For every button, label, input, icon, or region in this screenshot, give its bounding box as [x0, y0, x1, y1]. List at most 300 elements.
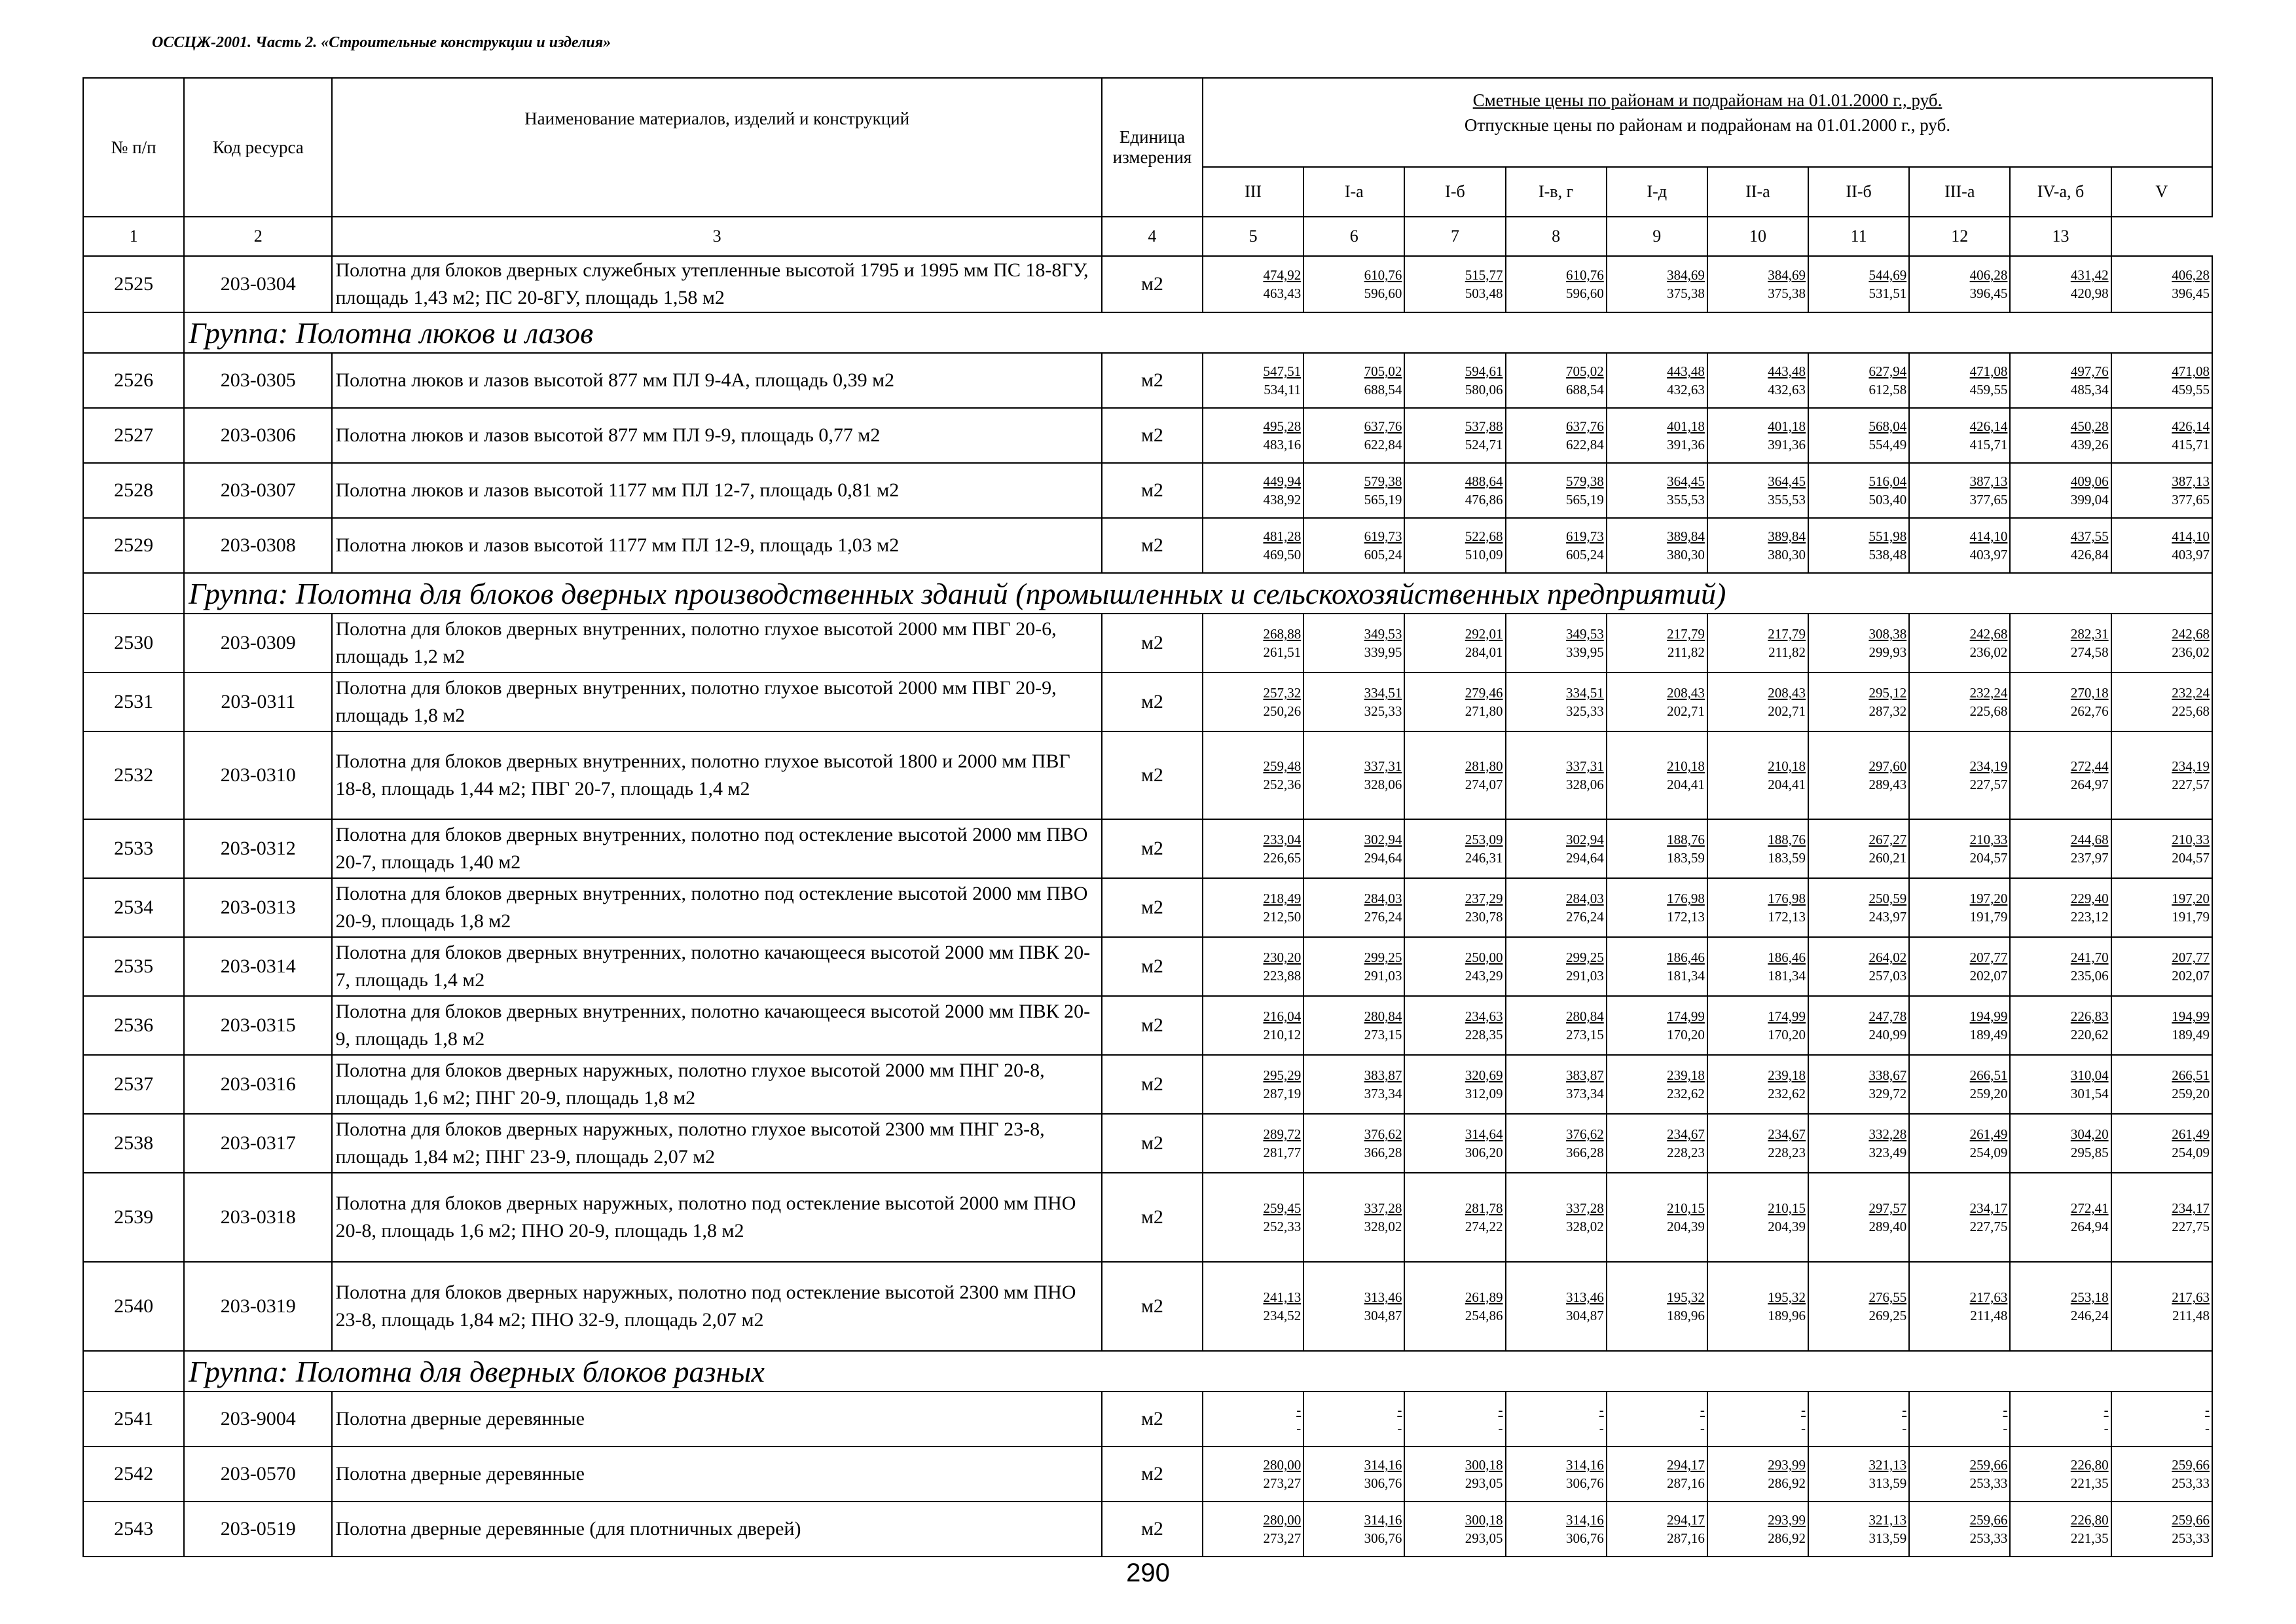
release-price: 202,71 — [1667, 703, 1705, 719]
price-cell — [1303, 937, 1404, 996]
release-price: 284,01 — [1465, 644, 1503, 660]
material-name: Полотна люков и лазов высотой 877 мм ПЛ 9-9, площадь 0,77 м2 — [332, 408, 1101, 463]
price-cell — [1707, 1447, 1808, 1502]
price-cell — [1607, 518, 1707, 573]
estimate-price: 210,15 — [1768, 1200, 1806, 1216]
price-cell — [1506, 1447, 1607, 1502]
material-name: Полотна люков и лазов высотой 1177 мм ПЛ 12-7, площадь 0,81 м2 — [332, 463, 1101, 518]
estimate-price: 186,46 — [1768, 950, 1806, 965]
estimate-price: 266,51 — [1969, 1067, 2008, 1083]
price-cell — [2111, 1055, 2212, 1114]
header-column-number: 12 — [1909, 217, 2010, 256]
price-cell — [1303, 614, 1404, 673]
estimate-price: 210,18 — [1768, 758, 1806, 774]
price-cell — [1607, 1055, 1707, 1114]
price-cell — [1808, 256, 1909, 312]
release-price: 426,84 — [2070, 547, 2109, 563]
price-cell — [1506, 673, 1607, 731]
unit-of-measure: м2 — [1102, 996, 1203, 1055]
price-cell — [1808, 1055, 1909, 1114]
price-cell — [1303, 463, 1404, 518]
estimate-price: 261,89 — [1465, 1289, 1503, 1305]
group-title: Группа: Полотна для дверных блоков разных — [184, 1351, 2212, 1392]
release-price: 271,80 — [1465, 703, 1503, 719]
price-cell — [1506, 731, 1607, 819]
price-cell — [2010, 996, 2111, 1055]
price-cell — [1506, 1262, 1607, 1351]
estimate-price: 232,24 — [1969, 685, 2008, 701]
estimate-price: - — [2205, 1402, 2210, 1418]
release-price: 211,82 — [1667, 644, 1705, 660]
estimate-price: 210,18 — [1667, 758, 1705, 774]
resource-code: 203-0570 — [184, 1447, 332, 1502]
unit-of-measure: м2 — [1102, 1173, 1203, 1262]
group-spacer-cell — [83, 573, 184, 614]
price-cell — [1303, 673, 1404, 731]
release-price: 264,97 — [2070, 777, 2109, 792]
release-price: 236,02 — [1969, 644, 2008, 660]
estimate-price: 208,43 — [1667, 685, 1705, 701]
release-price: 252,36 — [1263, 777, 1302, 792]
release-price: 287,32 — [1868, 703, 1907, 719]
resource-code: 203-0305 — [184, 353, 332, 408]
price-cell — [2111, 878, 2212, 937]
price-cell — [1303, 878, 1404, 937]
estimate-price: 226,80 — [2070, 1512, 2109, 1528]
price-cell — [1707, 614, 1808, 673]
release-price: 228,23 — [1667, 1145, 1705, 1160]
release-price: 306,20 — [1465, 1145, 1503, 1160]
price-cell — [2010, 614, 2111, 673]
release-price: 328,02 — [1364, 1219, 1402, 1234]
release-price: 227,75 — [2172, 1219, 2210, 1234]
price-cell — [1404, 353, 1505, 408]
table-row — [83, 937, 2212, 996]
material-name: Полотна для блоков дверных служебных утепленные высотой 1795 и 1995 мм ПС 18-8ГУ, площадь 1,43 м2; ПС 20-8ГУ, площадь 1,58 м2 — [332, 256, 1101, 312]
price-cell — [1404, 1114, 1505, 1173]
price-cell — [2010, 256, 2111, 312]
release-price: 605,24 — [1364, 547, 1402, 563]
price-cell — [1404, 673, 1505, 731]
estimate-price: 302,94 — [1565, 832, 1604, 847]
estimate-price: 522,68 — [1465, 528, 1503, 544]
price-cell — [1203, 518, 1303, 573]
price-cell — [1707, 673, 1808, 731]
price-cell — [1909, 614, 2010, 673]
estimate-price: 176,98 — [1667, 891, 1705, 906]
price-cell — [1707, 518, 1808, 573]
unit-of-measure: м2 — [1102, 878, 1203, 937]
estimate-price: 174,99 — [1667, 1008, 1705, 1024]
header-region: I-д — [1607, 167, 1707, 217]
material-name: Полотна для блоков дверных внутренних, полотно качающееся высотой 2000 мм ПВК 20-9, площадь 1,8 м2 — [332, 996, 1101, 1055]
row-number: 2528 — [83, 463, 184, 518]
estimate-price: 244,68 — [2070, 832, 2109, 847]
release-price: 396,45 — [1969, 286, 2008, 301]
estimate-price: 299,25 — [1565, 950, 1604, 965]
estimate-price: 218,49 — [1263, 891, 1302, 906]
release-price: 227,57 — [2172, 777, 2210, 792]
release-price: 259,20 — [1969, 1086, 2008, 1101]
release-price: 403,97 — [1969, 547, 2008, 563]
resource-code: 203-0519 — [184, 1502, 332, 1557]
header-column-number: 8 — [1506, 217, 1607, 256]
estimate-price: 401,18 — [1768, 418, 1806, 434]
table-row — [83, 256, 2212, 312]
estimate-price: 705,02 — [1565, 363, 1604, 379]
price-cell — [1808, 996, 1909, 1055]
price-cell — [2010, 819, 2111, 878]
price-cell — [1808, 1173, 1909, 1262]
release-price: 366,28 — [1364, 1145, 1402, 1160]
estimate-price: 250,00 — [1465, 950, 1503, 965]
price-cell — [1506, 518, 1607, 573]
table-row — [83, 731, 2212, 819]
release-price: 391,36 — [1768, 437, 1806, 452]
price-cell — [2111, 1173, 2212, 1262]
price-cell — [1707, 353, 1808, 408]
group-row — [83, 1351, 2212, 1392]
row-number: 2536 — [83, 996, 184, 1055]
estimate-price: 338,67 — [1868, 1067, 1907, 1083]
material-name: Полотна люков и лазов высотой 1177 мм ПЛ 12-9, площадь 1,03 м2 — [332, 518, 1101, 573]
price-cell — [1607, 1447, 1707, 1502]
release-price: 204,57 — [2172, 850, 2210, 866]
estimate-price: 437,55 — [2070, 528, 2109, 544]
price-cell — [1808, 731, 1909, 819]
release-price: 254,86 — [1465, 1308, 1503, 1323]
estimate-price: 217,79 — [1768, 626, 1806, 642]
release-price: 274,22 — [1465, 1219, 1503, 1234]
estimate-price: 259,66 — [2172, 1457, 2210, 1473]
release-price: 211,48 — [1970, 1308, 2008, 1323]
estimate-price: 313,46 — [1364, 1289, 1402, 1305]
estimate-price: 384,69 — [1768, 267, 1806, 283]
release-price: 189,49 — [2172, 1027, 2210, 1043]
estimate-price: 293,99 — [1768, 1457, 1806, 1473]
release-price: 181,34 — [1768, 968, 1806, 984]
release-price: 237,97 — [2070, 850, 2109, 866]
estimate-price: 389,84 — [1768, 528, 1806, 544]
release-price: 293,05 — [1465, 1530, 1503, 1546]
release-price: 565,19 — [1565, 492, 1604, 507]
estimate-price: 234,67 — [1768, 1126, 1806, 1142]
resource-code: 203-0309 — [184, 614, 332, 673]
unit-of-measure: м2 — [1102, 518, 1203, 573]
release-price: 227,57 — [1969, 777, 2008, 792]
price-cell — [2010, 937, 2111, 996]
price-cell — [1203, 673, 1303, 731]
estimate-price: - — [1498, 1402, 1503, 1418]
table-row — [83, 1262, 2212, 1351]
price-cell — [1808, 353, 1909, 408]
estimate-price: 194,99 — [2172, 1008, 2210, 1024]
row-number: 2540 — [83, 1262, 184, 1351]
unit-of-measure: м2 — [1102, 819, 1203, 878]
release-price: 230,78 — [1465, 909, 1503, 925]
release-price: 286,92 — [1768, 1475, 1806, 1491]
release-price: 269,25 — [1868, 1308, 1907, 1323]
price-cell — [1506, 256, 1607, 312]
release-price: 281,77 — [1263, 1145, 1302, 1160]
material-name: Полотна для блоков дверных наружных, полотно глухое высотой 2000 мм ПНГ 20-8, площадь 1,6 м2; ПНГ 20-9, площадь 1,8 м2 — [332, 1055, 1101, 1114]
header-code: Код ресурса — [184, 78, 332, 217]
estimate-price: 314,16 — [1565, 1512, 1604, 1528]
price-cell — [1707, 937, 1808, 996]
release-price: 273,15 — [1364, 1027, 1402, 1043]
price-cell — [1909, 1262, 2010, 1351]
estimate-price: 619,73 — [1565, 528, 1604, 544]
release-price: 503,40 — [1868, 492, 1907, 507]
release-price: 246,31 — [1465, 850, 1503, 866]
header-column-number: 3 — [332, 217, 1101, 256]
price-cell — [1303, 518, 1404, 573]
estimate-price: 208,43 — [1768, 685, 1806, 701]
material-name: Полотна для блоков дверных наружных, полотно под остекление высотой 2300 мм ПНО 23-8, площадь 1,84 м2; ПНО 32-9, площадь 2,07 м2 — [332, 1262, 1101, 1351]
price-cell — [1707, 1055, 1808, 1114]
unit-of-measure: м2 — [1102, 408, 1203, 463]
estimate-price: 259,66 — [1969, 1457, 2008, 1473]
estimate-price: 376,62 — [1364, 1126, 1402, 1142]
price-cell — [2111, 408, 2212, 463]
table-row — [83, 518, 2212, 573]
release-price: 183,59 — [1768, 850, 1806, 866]
release-price: 391,36 — [1667, 437, 1705, 452]
price-cell — [1707, 731, 1808, 819]
price-cell — [1607, 1502, 1707, 1557]
price-cell — [2010, 353, 2111, 408]
estimate-price: 289,72 — [1263, 1126, 1302, 1142]
price-cell — [2111, 614, 2212, 673]
release-price: 355,53 — [1667, 492, 1705, 507]
estimate-price: 308,38 — [1868, 626, 1907, 642]
release-price: 339,95 — [1364, 644, 1402, 660]
estimate-price: 349,53 — [1565, 626, 1604, 642]
row-number: 2539 — [83, 1173, 184, 1262]
estimate-price: - — [2003, 1402, 2008, 1418]
header-price-title-estimate: Сметные цены по районам и подрайонам на 01.01.2000 г., руб. — [1472, 90, 1942, 110]
release-price: 538,48 — [1868, 547, 1907, 563]
header-column-number: 13 — [2010, 217, 2111, 256]
release-price: 403,97 — [2172, 547, 2210, 563]
release-price: 485,34 — [2070, 382, 2109, 397]
header-price-title-release: Отпускные цены по районам и подрайонам на 01.01.2000 г., руб. — [1464, 115, 1951, 135]
estimate-price: 314,16 — [1565, 1457, 1604, 1473]
price-cell — [1909, 1392, 2010, 1447]
estimate-price: 284,03 — [1565, 891, 1604, 906]
estimate-price: 229,40 — [2070, 891, 2109, 906]
release-price: 273,27 — [1263, 1530, 1302, 1546]
release-price: 438,92 — [1263, 492, 1302, 507]
price-cell — [1506, 878, 1607, 937]
header-column-number: 2 — [184, 217, 332, 256]
estimate-price: 304,20 — [2070, 1126, 2109, 1142]
material-name: Полотна для блоков дверных внутренних, полотно под остекление высотой 2000 мм ПВО 20-9, площадь 1,8 м2 — [332, 878, 1101, 937]
release-price: 191,79 — [2172, 909, 2210, 925]
price-cell — [1707, 1502, 1808, 1557]
header-column-number: 6 — [1303, 217, 1404, 256]
header-region: I-б — [1404, 167, 1505, 217]
header-region: I-а — [1303, 167, 1404, 217]
unit-of-measure: м2 — [1102, 614, 1203, 673]
release-price: - — [1498, 1420, 1503, 1436]
release-price: 210,12 — [1263, 1027, 1302, 1043]
release-price: 191,79 — [1969, 909, 2008, 925]
row-number: 2541 — [83, 1392, 184, 1447]
estimate-price: 233,04 — [1263, 832, 1302, 847]
release-price: - — [1801, 1420, 1806, 1436]
row-number: 2530 — [83, 614, 184, 673]
release-price: 225,68 — [2172, 703, 2210, 719]
price-cell — [1303, 353, 1404, 408]
price-cell — [2111, 996, 2212, 1055]
header-column-number: 1 — [83, 217, 184, 256]
price-cell — [1203, 996, 1303, 1055]
resource-code: 203-0307 — [184, 463, 332, 518]
resource-code: 203-0316 — [184, 1055, 332, 1114]
estimate-price: - — [1902, 1402, 1907, 1418]
estimate-price: 259,66 — [1969, 1512, 2008, 1528]
estimate-price: 239,18 — [1667, 1067, 1705, 1083]
estimate-price: 259,45 — [1263, 1200, 1302, 1216]
price-cell — [1203, 463, 1303, 518]
release-price: 432,63 — [1768, 382, 1806, 397]
price-cell — [2111, 463, 2212, 518]
estimate-price: 449,94 — [1263, 473, 1302, 489]
header-region: II-а — [1707, 167, 1808, 217]
estimate-price: 431,42 — [2070, 267, 2109, 283]
release-price: 232,62 — [1768, 1086, 1806, 1101]
release-price: 235,06 — [2070, 968, 2109, 984]
price-cell — [2010, 1262, 2111, 1351]
estimate-price: 314,16 — [1364, 1512, 1402, 1528]
price-cell — [1303, 996, 1404, 1055]
header-region: IV-а, б — [2010, 167, 2111, 217]
estimate-price: 406,28 — [1969, 267, 2008, 283]
resource-code: 203-0312 — [184, 819, 332, 878]
release-price: 396,45 — [2172, 286, 2210, 301]
price-cell — [1506, 1173, 1607, 1262]
material-name: Полотна дверные деревянные (для плотничных дверей) — [332, 1502, 1101, 1557]
release-price: 688,54 — [1565, 382, 1604, 397]
release-price: 211,48 — [2172, 1308, 2210, 1323]
estimate-price: 186,46 — [1667, 950, 1705, 965]
estimate-price: 389,84 — [1667, 528, 1705, 544]
release-price: 202,07 — [2172, 968, 2210, 984]
price-cell — [1909, 463, 2010, 518]
estimate-price: 313,46 — [1565, 1289, 1604, 1305]
price-cell — [1607, 1173, 1707, 1262]
estimate-price: 637,76 — [1364, 418, 1402, 434]
release-price: 306,76 — [1364, 1530, 1402, 1546]
estimate-price: 497,76 — [2070, 363, 2109, 379]
estimate-price: 281,80 — [1465, 758, 1503, 774]
release-price: 240,99 — [1868, 1027, 1907, 1043]
release-price: 306,76 — [1565, 1530, 1604, 1546]
price-cell — [1909, 518, 2010, 573]
release-price: 306,76 — [1364, 1475, 1402, 1491]
price-cell — [2111, 1262, 2212, 1351]
price-cell — [1808, 518, 1909, 573]
release-price: 291,03 — [1565, 968, 1604, 984]
row-number: 2542 — [83, 1447, 184, 1502]
release-price: 212,50 — [1263, 909, 1302, 925]
estimate-price: 383,87 — [1364, 1067, 1402, 1083]
price-cell — [1506, 819, 1607, 878]
price-cell — [1909, 878, 2010, 937]
resource-code: 203-0304 — [184, 256, 332, 312]
estimate-price: 488,64 — [1465, 473, 1503, 489]
price-cell — [1909, 1055, 2010, 1114]
header-name: Наименование материалов, изделий и конструкций — [332, 78, 1101, 217]
release-price: 439,26 — [2070, 437, 2109, 452]
price-cell — [1203, 819, 1303, 878]
material-name: Полотна люков и лазов высотой 877 мм ПЛ 9-4А, площадь 0,39 м2 — [332, 353, 1101, 408]
estimate-price: 337,31 — [1565, 758, 1604, 774]
header-num: № п/п — [83, 78, 184, 217]
table-row — [83, 878, 2212, 937]
unit-of-measure: м2 — [1102, 1055, 1203, 1114]
release-price: 306,76 — [1565, 1475, 1604, 1491]
price-cell — [2010, 673, 2111, 731]
group-row — [83, 573, 2212, 614]
estimate-price: 232,24 — [2172, 685, 2210, 701]
price-cell — [1506, 353, 1607, 408]
resource-code: 203-0315 — [184, 996, 332, 1055]
release-price: 463,43 — [1263, 286, 1302, 301]
release-price: 211,82 — [1768, 644, 1806, 660]
estimate-price: 207,77 — [1969, 950, 2008, 965]
release-price: 246,24 — [2070, 1308, 2109, 1323]
price-cell — [1707, 1392, 1808, 1447]
estimate-price: 568,04 — [1868, 418, 1907, 434]
price-cell — [1506, 937, 1607, 996]
estimate-price: 349,53 — [1364, 626, 1402, 642]
price-cell — [1404, 878, 1505, 937]
price-cell — [1203, 1114, 1303, 1173]
price-cell — [1203, 1262, 1303, 1351]
estimate-price: 610,76 — [1565, 267, 1604, 283]
release-price: 534,11 — [1264, 382, 1302, 397]
price-cell — [2111, 256, 2212, 312]
release-price: 204,57 — [1969, 850, 2008, 866]
material-name: Полотна для блоков дверных внутренних, полотно под остекление высотой 2000 мм ПВО 20-7, площадь 1,40 м2 — [332, 819, 1101, 878]
release-price: 236,02 — [2172, 644, 2210, 660]
price-cell — [1607, 731, 1707, 819]
estimate-price: 515,77 — [1465, 267, 1503, 283]
release-price: 273,27 — [1263, 1475, 1302, 1491]
price-cell — [2010, 408, 2111, 463]
estimate-price: 234,19 — [2172, 758, 2210, 774]
release-price: 580,06 — [1465, 382, 1503, 397]
release-price: 459,55 — [2172, 382, 2210, 397]
estimate-price: 414,10 — [1969, 528, 2008, 544]
resource-code: 203-9004 — [184, 1392, 332, 1447]
estimate-price: - — [2104, 1402, 2109, 1418]
estimate-price: 337,28 — [1364, 1200, 1402, 1216]
price-cell — [1203, 256, 1303, 312]
header-column-number: 7 — [1404, 217, 1505, 256]
price-cell — [1909, 996, 2010, 1055]
estimate-price: 257,32 — [1263, 685, 1302, 701]
release-price: 204,41 — [1667, 777, 1705, 792]
price-cell — [1506, 1502, 1607, 1557]
header-column-number: 11 — [1808, 217, 1909, 256]
estimate-price: 320,69 — [1465, 1067, 1503, 1083]
release-price: 257,03 — [1868, 968, 1907, 984]
row-number: 2526 — [83, 353, 184, 408]
page-header: ОССЦЖ-2001. Часть 2. «Строительные конструкции и изделия» — [152, 34, 611, 51]
